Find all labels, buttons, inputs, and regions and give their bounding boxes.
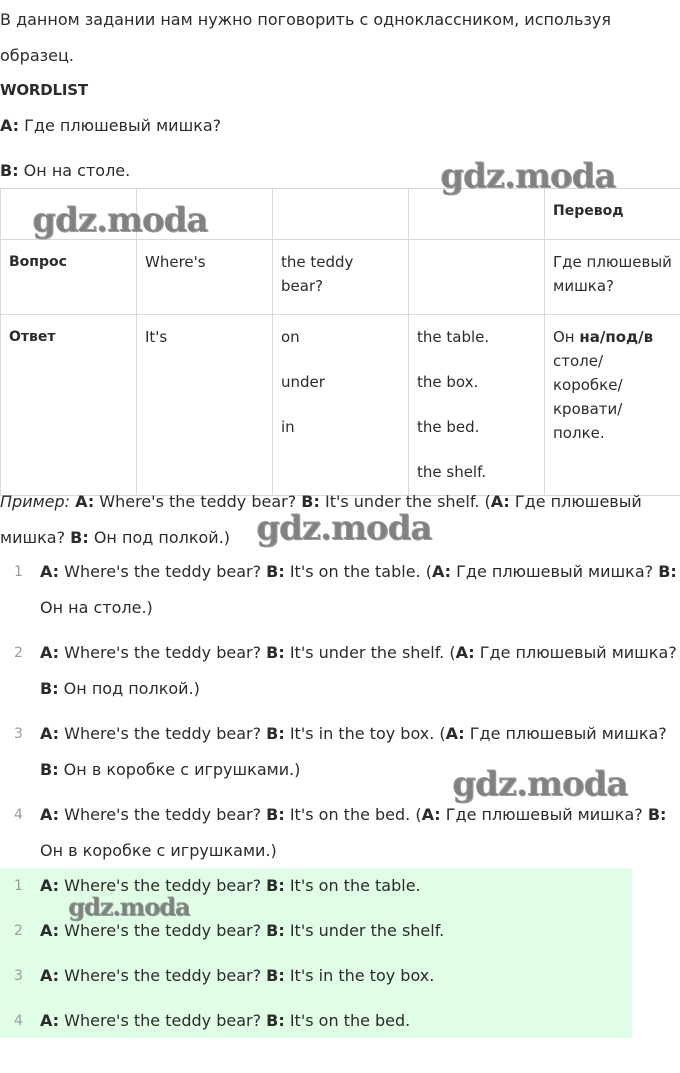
speaker-b-label: B: [0,161,19,180]
answer-text: It's under the shelf. [284,921,445,940]
question-text: Where's the teddy bear? [59,805,267,824]
example-translation-a: Он под полкой.) [88,528,231,547]
speaker-a-label: A: [490,492,510,511]
speaker-b-label: B: [301,492,320,511]
speaker-a-label: A: [40,921,60,940]
answer-text: It's on the table. [284,876,421,895]
translation-bold: на/под/в [579,328,654,346]
speaker-b-label: B: [658,562,677,581]
item-number: 1 [14,878,23,894]
translation-a: Он под полкой.) [58,679,200,698]
dialog-line-a [0,114,221,138]
speaker-a-label: A: [0,116,20,135]
speaker-b-label: B: [266,643,285,662]
speaker-a-label: A: [40,1011,60,1030]
place-item: the shelf. [417,463,487,481]
speaker-b-label: B: [266,562,285,581]
dialog-line-b [0,159,130,183]
example-question: Where's the teddy bear? [94,492,302,511]
question-text: Where's the teddy bear? [59,966,267,985]
speaker-a-label: A: [75,492,95,511]
speaker-b-label: B: [266,876,285,895]
list-item [0,958,632,1003]
preposition-item: under [281,373,325,391]
question-col2: the teddy bear? [273,240,409,315]
watermark-logo: gdz.moda [440,156,616,196]
question-text: Where's the teddy bear? [59,562,267,581]
preposition-item: in [281,418,295,436]
translation-post: столе/коробке/кровати/полке. [553,352,623,442]
example-label: Пример: [0,492,71,511]
question-translation: Где плюшевый мишка? [545,240,680,315]
answer-label: Ответ [1,315,137,496]
translation-a: Он в коробке с игрушками.) [58,760,301,779]
translation-q: Где плюшевый мишка? [440,805,648,824]
speaker-b-label: B: [266,724,285,743]
question-text: Where's the teddy bear? [59,876,267,895]
table-header-cell [273,189,409,240]
answer-col1: It's [137,315,273,496]
watermark-logo: gdz.moda [68,892,190,921]
speaker-b-label: B: [266,921,285,940]
item-number: 3 [14,968,23,984]
table-header-translation: Перевод [545,189,680,240]
item-number: 2 [14,923,23,939]
speaker-a-label: A: [40,805,60,824]
speaker-a-label: A: [445,724,465,743]
list-item [0,1003,632,1048]
speaker-a-label: A: [421,805,441,824]
speaker-a-label: A: [40,643,60,662]
translation-a: Он в коробке с игрушками.) [40,841,277,860]
speaker-a-label: A: [455,643,475,662]
answer-text: It's under the shelf. ( [284,643,456,662]
item-number: 2 [14,645,23,661]
answer-text: It's in the toy box. ( [284,724,446,743]
item-number: 3 [14,726,23,742]
example-answer: It's under the shelf. ( [319,492,491,511]
dialog-b-text: Он на столе. [18,161,131,180]
item-number: 4 [14,807,23,823]
wordlist-heading: WORDLIST [0,81,88,99]
places-cell [409,315,545,496]
watermark-logo: gdz.moda [452,764,628,804]
translation-a: Он на столе.) [40,598,153,617]
translation-pre: Он [553,328,580,346]
speaker-b-label: B: [40,760,59,779]
answer-text: It's on the bed. [284,1011,411,1030]
question-col3 [409,240,545,315]
question-text: Where's the teddy bear? [59,724,267,743]
speaker-a-label: A: [40,562,60,581]
question-col1: Where's [137,240,273,315]
speaker-b-label: B: [70,528,89,547]
example-translation-q: Где плюшевый мишка? [0,492,642,547]
translation-q: Где плюшевый мишка? [464,724,667,743]
intro-text: В данном задании нам нужно поговорить с одноклассником, используя образец. [0,10,612,65]
speaker-b-label: B: [266,805,285,824]
list-item [0,554,680,626]
question-text: Where's the teddy bear? [59,643,267,662]
dialog-a-text: Где плюшевый мишка? [19,116,222,135]
question-text: Where's the teddy bear? [59,921,267,940]
place-item: the box. [417,373,479,391]
speaker-a-label: A: [431,562,452,581]
place-item: the bed. [417,418,480,436]
speaker-b-label: B: [266,966,285,985]
answer-text: It's in the toy box. [284,966,435,985]
answer-text: It's on the bed. ( [284,805,422,824]
item-number: 4 [14,1013,23,1029]
speaker-b-label: B: [266,1011,285,1030]
place-item: the table. [417,328,490,346]
list-item [0,635,680,707]
prepositions-cell [273,315,409,496]
translation-q: Где плюшевый мишка? [474,643,677,662]
speaker-a-label: A: [40,724,60,743]
speaker-a-label: A: [40,876,60,895]
speaker-b-label: B: [647,805,667,824]
question-label: Вопрос [1,240,137,315]
table-row-answer [1,315,680,496]
answer-text: It's on the table. ( [284,562,432,581]
translation-q: Где плюшевый мишка? [451,562,659,581]
table-row-question [1,240,680,315]
answer-translation [545,315,680,496]
list-item [0,797,680,869]
preposition-item: on [281,328,300,346]
watermark-logo: gdz.moda [32,200,208,240]
table-header-cell [409,189,545,240]
question-text: Where's the teddy bear? [59,1011,267,1030]
speaker-b-label: B: [40,679,59,698]
item-number: 1 [14,564,23,580]
watermark-logo: gdz.moda [256,508,432,548]
answers-list [0,554,680,878]
speaker-a-label: A: [40,966,60,985]
